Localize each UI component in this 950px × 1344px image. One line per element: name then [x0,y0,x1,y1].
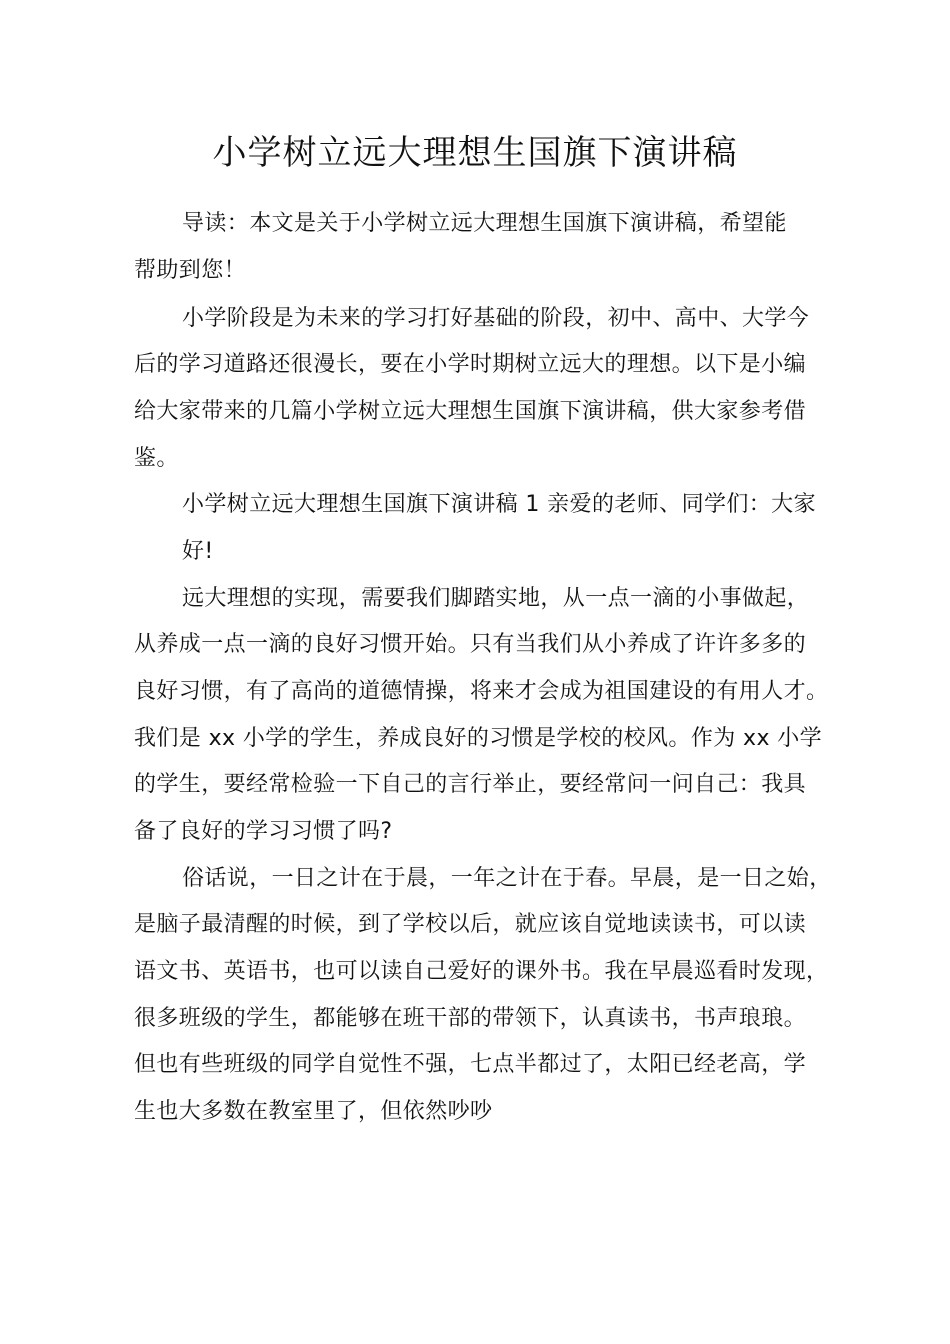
paragraph-line: 俗话说，一日之计在于晨，一年之计在于春。早晨，是一日之始， [182,866,832,891]
paragraph-line: 生也大多数在教室里了，但依然吵吵 [134,1099,493,1124]
paragraph-line: 的学生，要经常检验一下自己的言行举止，要经常问一问自己：我具 [134,772,807,797]
paragraph-line: 后的学习道路还很漫长，要在小学时期树立远大的理想。以下是小编 [134,352,807,377]
paragraph-line: 小学阶段是为未来的学习打好基础的阶段，初中、高中、大学今 [182,306,810,331]
paragraph-line: 远大理想的实现，需要我们脚踏实地，从一点一滴的小事做起， [182,586,810,611]
paragraph-line: 小学树立远大理想生国旗下演讲稿 1 亲爱的老师、同学们：大家 [182,492,816,517]
paragraph-line: 很多班级的学生，都能够在班干部的带领下，认真读书，书声琅琅。 [134,1006,807,1031]
paragraph-line: 是脑子最清醒的时候，到了学校以后，就应该自觉地读读书，可以读 [134,912,807,937]
paragraph-line: 我们是 xx 小学的学生，养成良好的习惯是学校的校风。作为 xx 小学 [134,726,823,751]
paragraph-line: 从养成一点一滴的良好习惯开始。只有当我们从小养成了许许多多的 [134,632,807,657]
paragraph-line: 良好习惯，有了高尚的道德情操，将来才会成为祖国建设的有用人才。 [134,679,829,704]
paragraph-line: 好! [182,539,214,564]
paragraph-line: 但也有些班级的同学自觉性不强，七点半都过了，太阳已经老高，学 [134,1052,807,1077]
paragraph-line: 导读：本文是关于小学树立远大理想生国旗下演讲稿，希望能 [182,211,787,236]
paragraph-line: 鉴。 [134,446,179,471]
paragraph-line: 语文书、英语书，也可以读自己爱好的课外书。我在早晨巡看时发现， [134,959,829,984]
paragraph-line: 帮助到您！ [134,258,247,283]
document-title: 小学树立远大理想生国旗下演讲稿 [212,133,738,173]
paragraph-line: 备了良好的学习习惯了吗? [134,819,393,844]
paragraph-line: 给大家带来的几篇小学树立远大理想生国旗下演讲稿，供大家参考借 [134,399,807,424]
